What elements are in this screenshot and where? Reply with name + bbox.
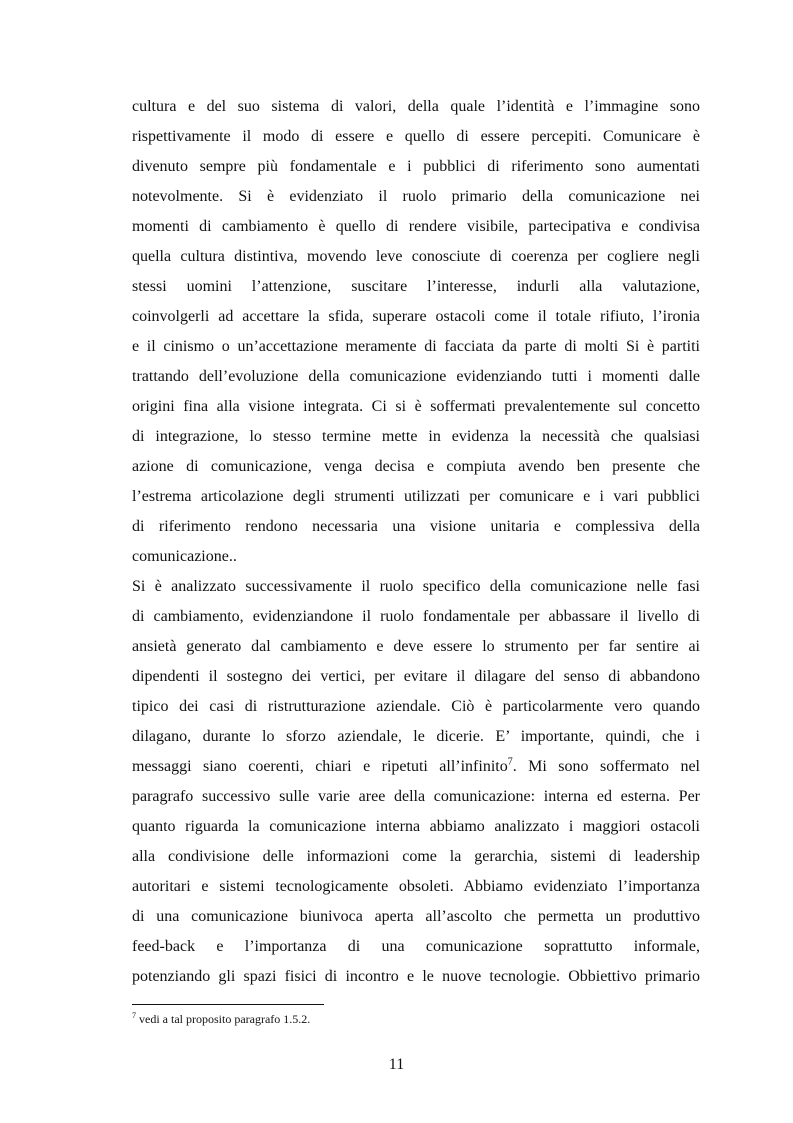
text-line-25: quanto riguarda la comunicazione interna abbiamo analizzato i maggiori ostacoli bbox=[132, 818, 700, 835]
text-line-30: potenziando gli spazi fisici di incontro e le nuove tecnologie. Obbiettivo primario bbox=[132, 968, 700, 985]
text-line-7: stessi uomini l’attenzione, suscitare l’interesse, indurli alla valutazione, bbox=[132, 278, 700, 295]
text-line-19: ansietà generato dal cambiamento e deve essere lo strumento per far sentire ai bbox=[132, 638, 700, 655]
text-line-8: coinvolgerli ad accettare la sfida, superare ostacoli come il totale rifiuto, l’ironia bbox=[132, 308, 700, 325]
footnote-reference[interactable]: 7 bbox=[507, 756, 513, 768]
text-line-23-start: messaggi siano coerenti, chiari e ripetuti all’infinito bbox=[132, 758, 508, 775]
text-line-2: rispettivamente il modo di essere e quello di essere percepiti. Comunicare è bbox=[132, 128, 700, 145]
text-line-5: momenti di cambiamento è quello di rendere visibile, partecipativa e condivisa bbox=[132, 218, 700, 235]
text-line-26: alla condivisione delle informazioni come la gerarchia, sistemi di leadership bbox=[132, 848, 700, 865]
text-line-1: cultura e del suo sistema di valori, della quale l’identità e l’immagine sono bbox=[132, 98, 700, 115]
text-line-10: trattando dell’evoluzione della comunicazione evidenziando tutti i momenti dalle bbox=[132, 368, 700, 385]
text-line-29: feed-back e l’importanza di una comunicazione soprattutto informale, bbox=[132, 938, 700, 955]
body-text bbox=[132, 92, 700, 992]
footnote-text: vedi a tal proposito paragrafo 1.5.2. bbox=[136, 1012, 311, 1026]
text-line-23 bbox=[132, 752, 700, 782]
text-line-24: paragrafo successivo sulle varie aree della comunicazione: interna ed esterna. Per bbox=[132, 788, 700, 805]
footnote bbox=[132, 1012, 310, 1026]
text-line-6: quella cultura distintiva, movendo leve conosciute di coerenza per cogliere negli bbox=[132, 248, 700, 265]
text-line-4: notevolmente. Si è evidenziato il ruolo primario della comunicazione nei bbox=[132, 188, 700, 205]
text-line-9: e il cinismo o un’accettazione meramente di facciata da parte di molti Si è partiti bbox=[132, 338, 700, 355]
text-line-13: azione di comunicazione, venga decisa e compiuta avendo ben presente che bbox=[132, 458, 700, 475]
footnote-mark: 7 bbox=[132, 1011, 136, 1020]
text-line-12: di integrazione, lo stesso termine mette in evidenza la necessità che qualsiasi bbox=[132, 428, 700, 445]
text-line-18: di cambiamento, evidenziandone il ruolo fondamentale per abbassare il livello di bbox=[132, 608, 700, 625]
text-line-20: dipendenti il sostegno dei vertici, per evitare il dilagare del senso di abbandono bbox=[132, 668, 700, 685]
text-line-3: divenuto sempre più fondamentale e i pubblici di riferimento sono aumentati bbox=[132, 158, 700, 175]
text-line-22: dilagano, durante lo sforzo aziendale, le dicerie. E’ importante, quindi, che i bbox=[132, 728, 700, 745]
page-number: 11 bbox=[388, 1056, 405, 1073]
footnote-divider bbox=[132, 1004, 324, 1005]
text-line-17: Si è analizzato successivamente il ruolo specifico della comunicazione nelle fasi bbox=[132, 578, 700, 595]
text-line-11: origini fina alla visione integrata. Ci si è soffermati prevalentemente sul concetto bbox=[132, 398, 700, 415]
text-line-16: comunicazione.. bbox=[132, 548, 237, 565]
text-line-28: di una comunicazione biunivoca aperta all’ascolto che permetta un produttivo bbox=[132, 908, 700, 925]
text-line-15: di riferimento rendono necessaria una visione unitaria e complessiva della bbox=[132, 518, 700, 535]
text-line-21: tipico dei casi di ristrutturazione aziendale. Ciò è particolarmente vero quando bbox=[132, 698, 700, 715]
text-line-27: autoritari e sistemi tecnologicamente obsoleti. Abbiamo evidenziato l’importanza bbox=[132, 878, 700, 895]
text-line-14: l’estrema articolazione degli strumenti utilizzati per comunicare e i vari pubblici bbox=[132, 488, 700, 505]
text-line-23-end: . Mi sono soffermato nel bbox=[512, 758, 700, 775]
